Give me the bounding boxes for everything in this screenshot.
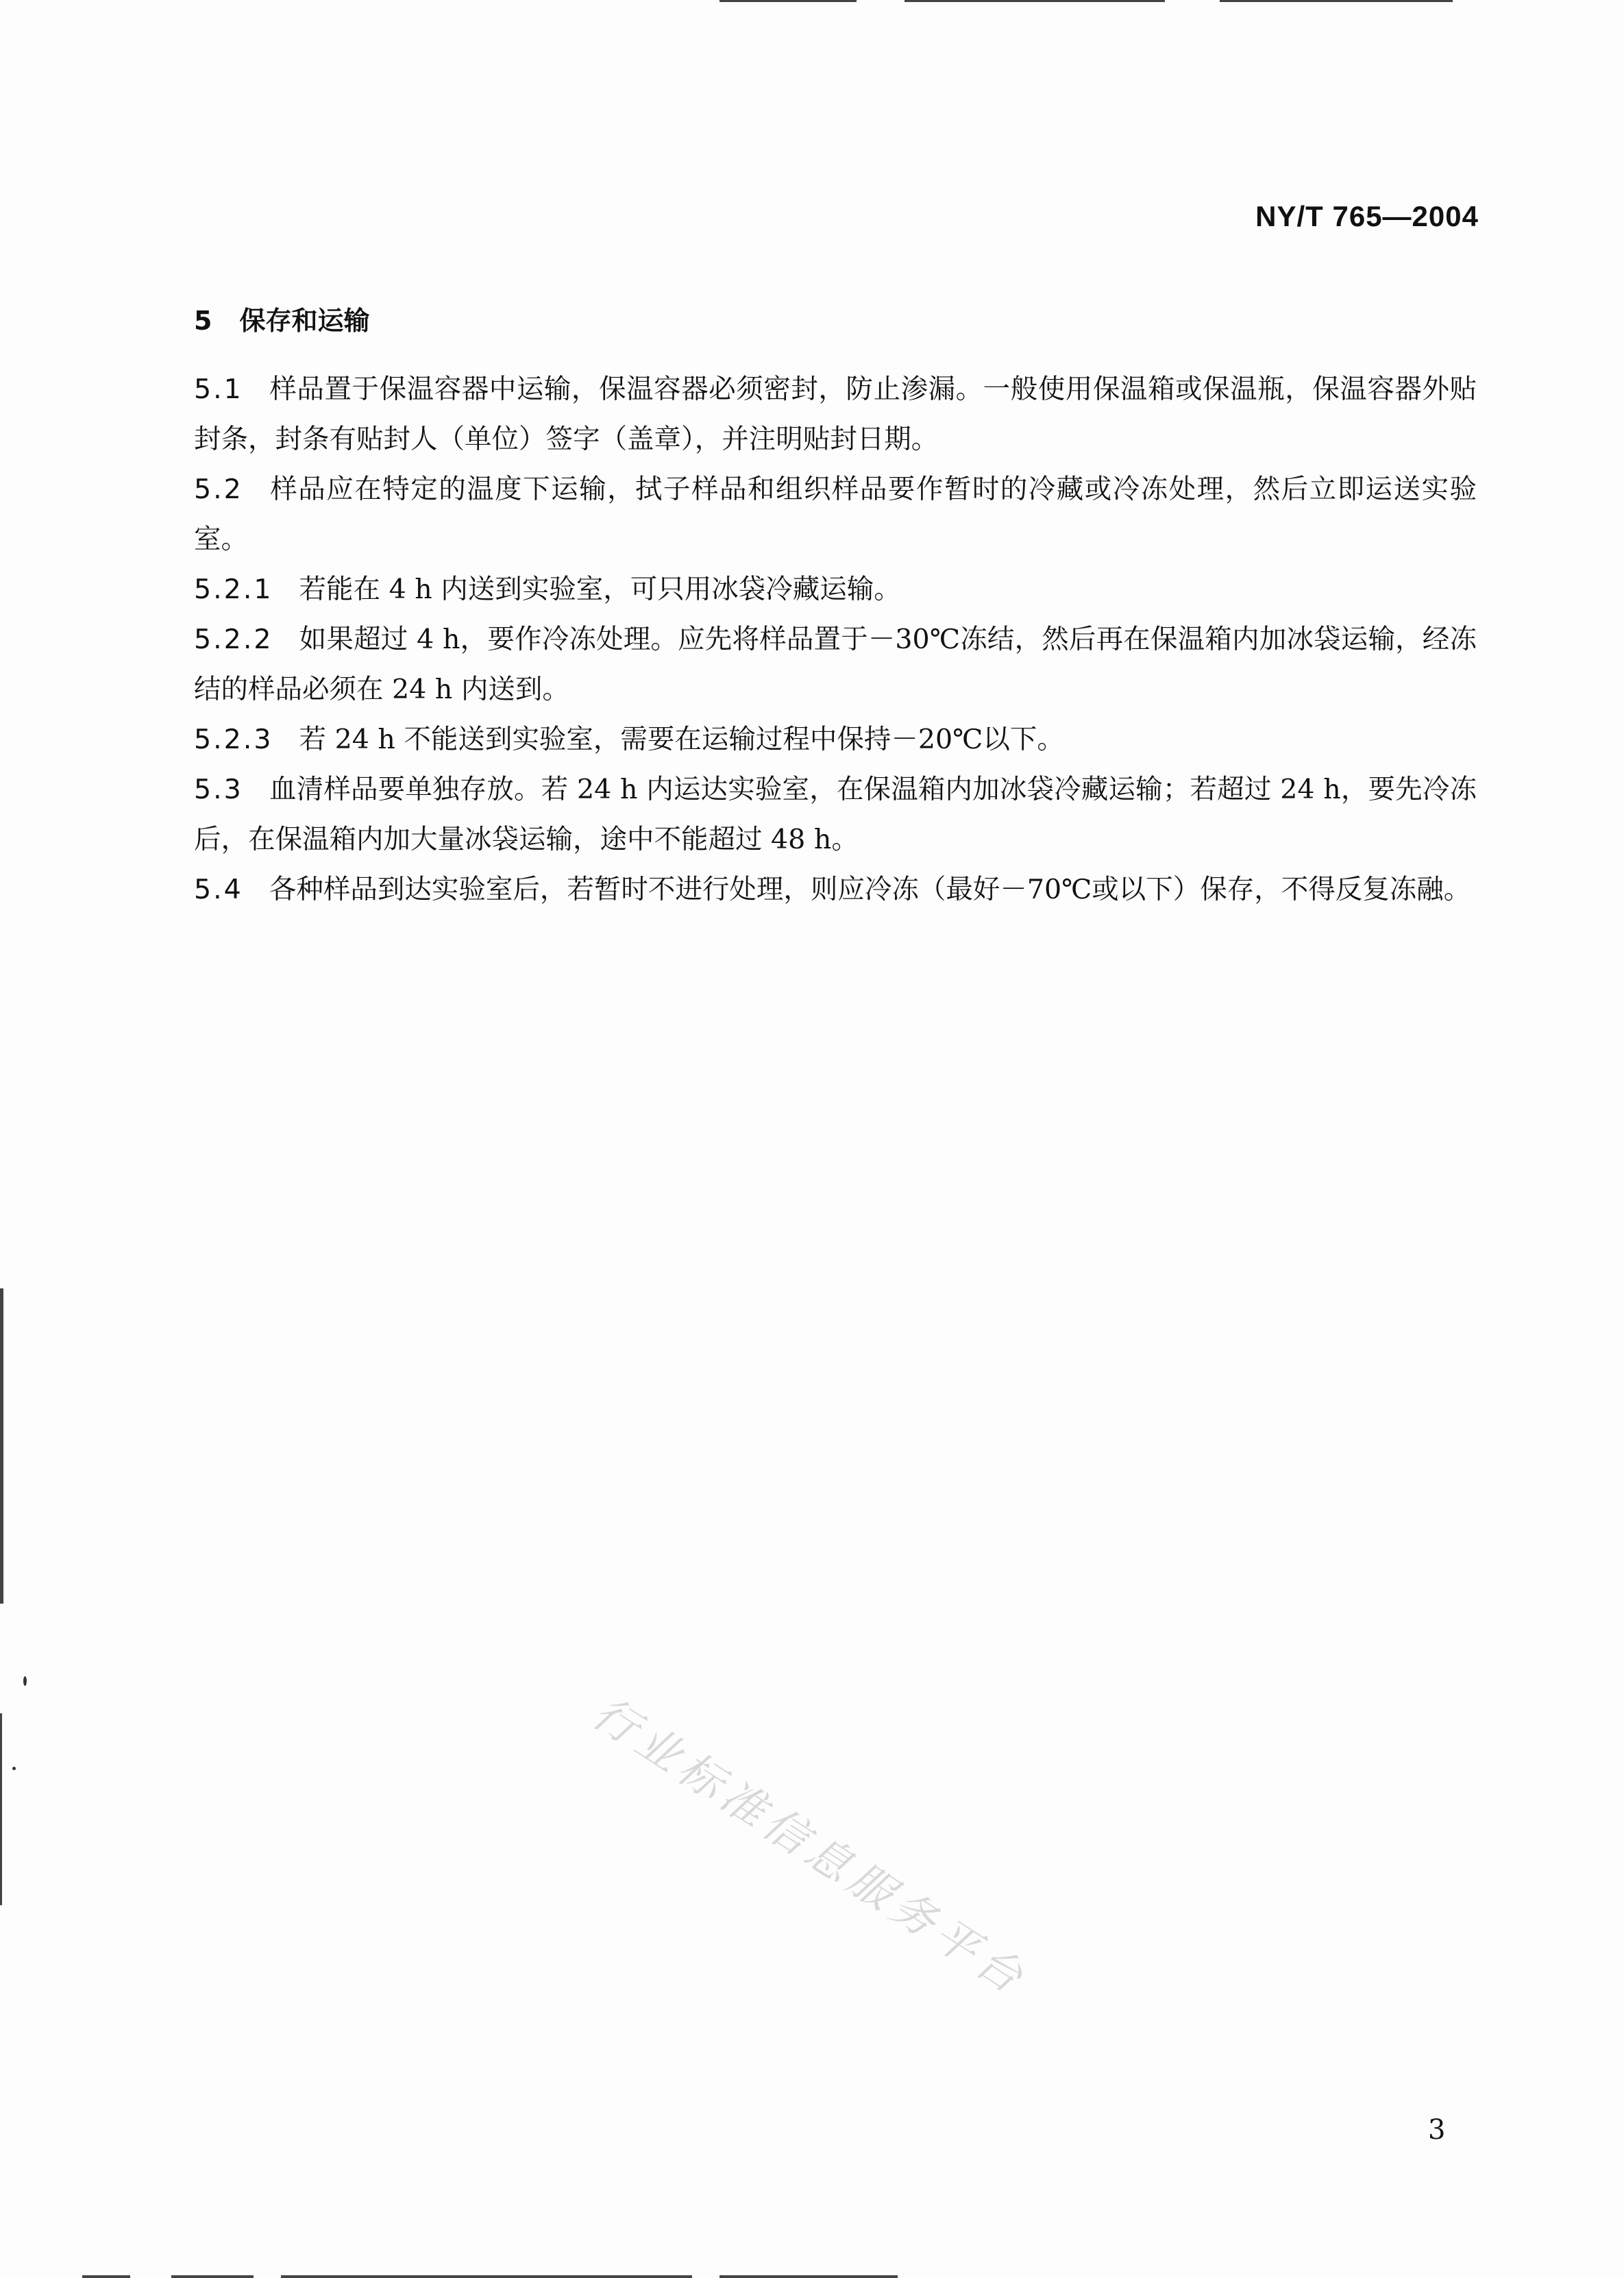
clause-number: 5.2.1 [194,574,273,605]
clause-number: 5.2.3 [194,724,273,755]
clause-text: 各种样品到达实验室后，若暂时不进行处理，则应冷冻（最好－70℃或以下）保存，不得反复冻融。 [269,874,1471,905]
page-number: 3 [1428,2114,1446,2146]
watermark: 行业标准信息服务平台 [583,1687,1037,2007]
clause-number: 5.2.2 [194,624,273,655]
clause-5-2-3 [194,715,1477,765]
scan-edge-bottom [281,2275,692,2278]
standard-number: NY/T 765—2004 [1255,200,1479,232]
clause-5-4 [194,865,1477,915]
scan-edge-top [905,0,1165,2]
clause-5-3 [194,765,1477,865]
scan-edge-bottom [82,2275,130,2278]
section-number: 5 [194,306,212,336]
clause-text: 样品应在特定的温度下运输，拭子样品和组织样品要作暂时的冷藏或冷冻处理，然后立即运送实验室。 [194,474,1477,555]
section-title: 保存和运输 [239,306,370,336]
scan-edge-left [0,1288,3,1604]
clause-text: 若能在 4 h 内送到实验室，可只用冰袋冷藏运输。 [299,574,901,605]
clause-number: 5.4 [194,874,243,905]
clause-5-2-1 [194,565,1477,615]
scan-edge-bottom [719,2275,898,2278]
clause-text: 若 24 h 不能送到实验室，需要在运输过程中保持－20℃以下。 [299,724,1064,755]
section-heading [194,299,369,337]
scan-edge-top [719,0,857,2]
clause-text: 血清样品要单独存放。若 24 h 内运达实验室，在保温箱内加冰袋冷藏运输；若超过 24 h，要先冷冻后，在保温箱内加大量冰袋运输，途中不能超过 48 h。 [194,774,1477,855]
clause-5-2-2 [194,615,1477,715]
clause-5-1 [194,365,1477,465]
scan-edge-top [1220,0,1453,2]
clause-text: 如果超过 4 h，要作冷冻处理。应先将样品置于－30℃冻结，然后再在保温箱内加冰袋运输，经冻结的样品必须在 24 h 内送到。 [194,624,1477,705]
clause-number: 5.1 [194,373,243,405]
clause-5-2 [194,465,1477,565]
clause-number: 5.3 [194,774,243,805]
scan-speck [23,1676,27,1686]
scan-edge-left [0,1713,2,1905]
clause-number: 5.2 [194,474,243,505]
scan-speck [12,1767,16,1770]
clause-list [194,365,1477,915]
clause-text: 样品置于保温容器中运输，保温容器必须密封，防止渗漏。一般使用保温箱或保温瓶，保温容器外贴封条，封条有贴封人（单位）签字（盖章），并注明贴封日期。 [194,373,1477,455]
scan-edge-bottom [171,2275,254,2278]
